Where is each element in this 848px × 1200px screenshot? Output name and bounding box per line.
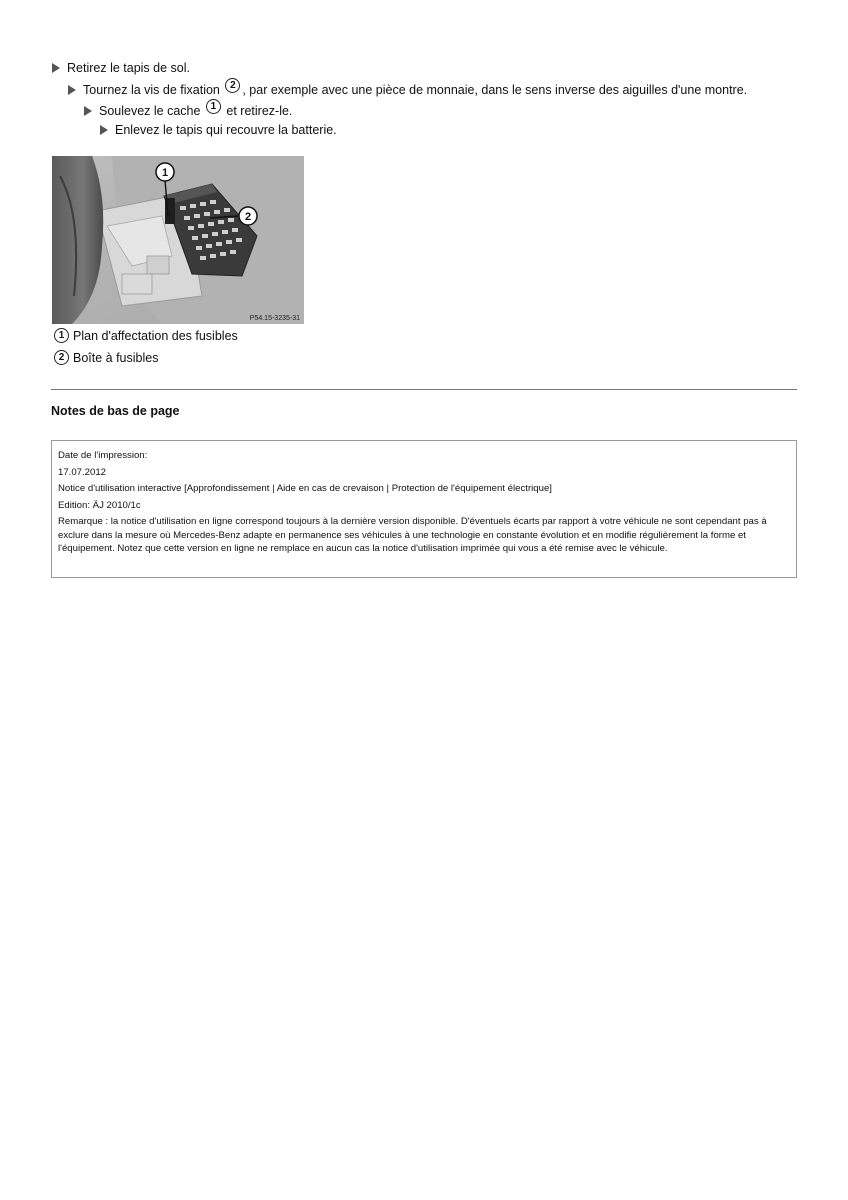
arrow-bullet-icon	[68, 85, 76, 95]
step-2-text-end: , par exemple avec une pièce de monnaie, dans le sens inverse des aiguilles d'une montre.	[242, 82, 748, 97]
callout-2-marker: 2	[225, 78, 240, 93]
remark: Remarque : la notice d'utilisation en ligne correspond toujours à la dernière version disponible. D'éventuels écarts par rapport à votre véhicule ne sont cependant pas à exclure dans la mesure où Mercedes-Benz adapte en permanence ses véhicules à une technologie en constante évolution et en modifie régulièrement la forme et l'équipement. Notez que cette version en ligne ne remplace en aucun cas la notice d'utilisation imprimée qui vous a été remise avec le véhicule.	[58, 516, 767, 554]
step-2-text: Tournez la vis de fixation	[83, 82, 224, 97]
photo-callout-2: 2	[244, 211, 252, 223]
figure-code: P54.15-3235-31	[249, 315, 300, 322]
step-3-text: Soulevez le cache	[99, 103, 204, 118]
notice-path: Notice d'utilisation interactive [Approfondissement | Aide en cas de crevaison | Protection de l'équipement électrique]	[58, 483, 552, 494]
step-1	[52, 61, 190, 75]
legend-item-1	[54, 328, 238, 343]
legend-item-2	[54, 350, 158, 365]
legend-text-2: Boîte à fusibles	[73, 350, 159, 365]
step-3	[84, 103, 292, 118]
edition: Edition: ÄJ 2010/1c	[58, 499, 141, 511]
step-4-text: Enlevez le tapis qui recouvre la batterie.	[115, 123, 337, 137]
footnotes-box	[51, 440, 797, 578]
print-label: Date de l'impression:	[58, 450, 148, 461]
legend-marker-2: 2	[54, 350, 69, 365]
fuse-box-photo	[52, 156, 304, 324]
arrow-bullet-icon	[52, 63, 60, 73]
callout-1-marker: 1	[206, 99, 221, 114]
arrow-bullet-icon	[100, 125, 108, 135]
footnotes-title: Notes de bas de page	[51, 404, 180, 418]
step-1-text: Retirez le tapis de sol.	[67, 61, 190, 75]
photo-callout-1: 1	[161, 167, 169, 179]
section-divider	[51, 389, 797, 390]
step-2	[68, 82, 747, 97]
print-date: 17.07.2012	[58, 466, 107, 478]
arrow-bullet-icon	[84, 106, 92, 116]
step-4	[100, 123, 337, 137]
legend-text-1: Plan d'affectation des fusibles	[73, 328, 238, 343]
step-3-text-end: et retirez-le.	[222, 103, 293, 118]
legend-marker-1: 1	[54, 328, 69, 343]
